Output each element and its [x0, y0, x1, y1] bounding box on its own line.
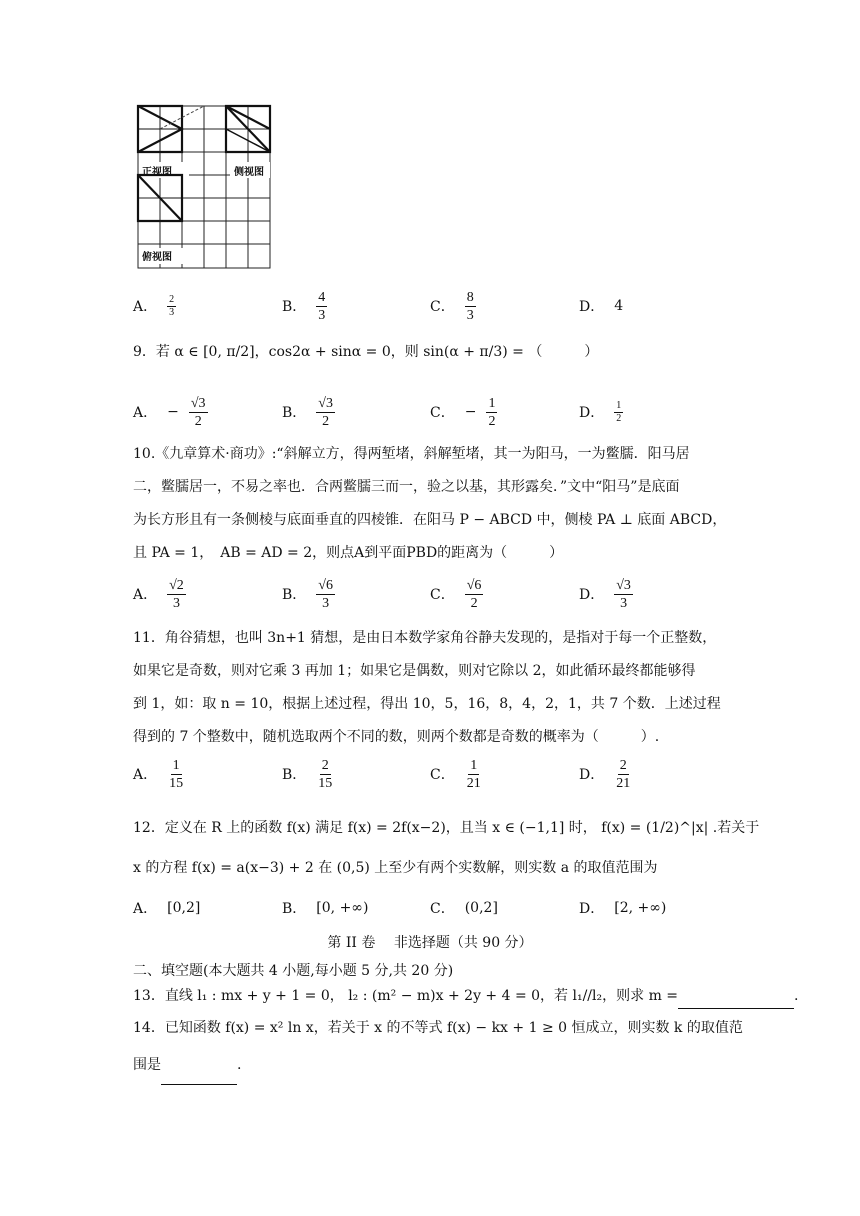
q11-option-d[interactable]: D． $\frac{2}{21}$: [579, 757, 631, 791]
q10-options: [133, 574, 753, 614]
fraction: $\frac{2}{3}$: [169, 293, 175, 318]
question-13: 13．直线 l₁ : mx + y + 1 = 0， l₂ : (m² − m)x + 2y + 4 = 0，若 l₁//l₂，则求 m = .: [133, 984, 798, 1009]
q12-option-c[interactable]: C． (0,2]: [430, 900, 498, 917]
q12-option-b[interactable]: B． [0, +∞): [282, 900, 369, 917]
three-view-figure: [134, 104, 274, 272]
fraction: $\frac{2}{15}$: [318, 757, 333, 791]
q10-option-d[interactable]: D． $\frac{√3}{3}$: [579, 577, 631, 611]
q9-option-c[interactable]: C． − $\frac{1}{2}$: [430, 395, 496, 429]
q11-option-a[interactable]: A． $\frac{1}{15}$: [133, 757, 184, 791]
q9-option-b[interactable]: B． $\frac{√3}{2}$: [282, 395, 333, 429]
answer-blank[interactable]: [678, 984, 794, 1009]
q10-option-c[interactable]: C． $\frac{√6}{2}$: [430, 577, 482, 611]
q11-option-b[interactable]: B． $\frac{2}{15}$: [282, 757, 333, 791]
question-10-line: 且 PA = 1， AB = AD = 2，则点A到平面PBD的距离为（ ）: [133, 545, 564, 561]
q11-options: [133, 754, 753, 794]
q12-options: [133, 890, 753, 926]
q11-option-c[interactable]: C． $\frac{1}{21}$: [430, 757, 481, 791]
question-12-line: x 的方程 f(x) = a(x−3) + 2 在 (0,5) 上至少有两个实数解，则实数 a 的取值范围为: [133, 860, 658, 876]
q8-option-a[interactable]: A． $\frac{2}{3}$: [133, 293, 175, 318]
question-10: [133, 438, 753, 570]
fraction: $\frac{1}{15}$: [169, 757, 184, 791]
fraction: $\frac{√3}{2}$: [318, 395, 333, 429]
question-11-line: 得到的 7 个整数中，随机选取两个不同的数，则两个数都是奇数的概率为（ ）.: [133, 729, 660, 745]
part-2-title: 第 II 卷 非选择题（共 90 分）: [327, 935, 533, 951]
fraction: $\frac{√3}{3}$: [616, 577, 631, 611]
side-view-label: 侧视图: [234, 167, 264, 178]
q8-option-d[interactable]: D． 4: [579, 298, 624, 315]
question-11: [133, 622, 753, 754]
question-10-line: 二，鳖臑居一，不易之率也．合两鳖臑三而一，验之以基，其形露矣．”文中“阳马”是底面: [133, 479, 680, 495]
question-11-line: 如果它是奇数，则对它乘 3 再加 1；如果它是偶数，则对它除以 2，如此循环最终都能够得: [133, 663, 696, 679]
answer-blank[interactable]: [161, 1047, 237, 1085]
question-14: 14．已知函数 f(x) = x² ln x，若关于 x 的不等式 f(x) − kx + 1 ≥ 0 恒成立，则实数 k 的取值范 围是 .: [133, 1010, 753, 1085]
fraction: $\frac{1}{2}$: [488, 395, 496, 429]
question-12-line: 12．定义在 R 上的函数 f(x) 满足 f(x) = 2f(x−2)，且当 x ∈ (−1,1] 时， f(x) = (1/2)^|x| .若关于: [133, 820, 760, 836]
three-view-diagram: [134, 104, 274, 272]
q9-option-d[interactable]: D． $\frac{1}{2}$: [579, 399, 622, 424]
q9-options: [133, 392, 753, 432]
question-10-line: 10.《九章算术·商功》:“斜解立方，得两堑堵，斜解堑堵，其一为阳马，一为鳖臑．阳马居: [133, 446, 690, 462]
fraction: $\frac{√6}{2}$: [466, 577, 482, 611]
question-10-line: 为长方形且有一条侧棱与底面垂直的四棱锥．在阳马 P − ABCD 中，侧棱 PA ⊥ 底面 ABCD，: [133, 512, 727, 528]
fraction: $\frac{4}{3}$: [318, 289, 326, 323]
fraction: $\frac{√6}{3}$: [318, 577, 333, 611]
q8-option-b[interactable]: B． $\frac{4}{3}$: [282, 289, 326, 323]
question-11-line: 到 1，如：取 n = 10，根据上述过程，得出 10，5，16，8，4，2，1，共 7 个数．上述过程: [133, 696, 721, 712]
top-view-label: 俯视图: [142, 252, 172, 263]
fraction: $\frac{8}{3}$: [466, 289, 474, 323]
q12-option-a[interactable]: A． [0,2]: [133, 900, 201, 917]
q8-option-c[interactable]: C． $\frac{8}{3}$: [430, 289, 474, 323]
question-9: 9．若 α ∈ [0, π/2]，cos2α + sinα = 0，则 sin(α + π/3) = （ ）: [133, 344, 599, 360]
section-2-heading: 二、填空题(本大题共 4 小题,每小题 5 分,共 20 分): [133, 963, 454, 979]
fraction: $\frac{1}{2}$: [616, 399, 622, 424]
fraction: $\frac{1}{21}$: [466, 757, 481, 791]
q8-options: [133, 286, 753, 326]
q10-option-a[interactable]: A． $\frac{√2}{3}$: [133, 577, 184, 611]
q12-option-d[interactable]: D． [2, +∞): [579, 900, 667, 917]
question-11-line: 11．角谷猜想，也叫 3n+1 猜想，是由日本数学家角谷静夫发现的，是指对于每一个正整数，: [133, 630, 717, 646]
q9-option-a[interactable]: A． − $\frac{√3}{2}$: [133, 395, 206, 429]
fraction: $\frac{√3}{2}$: [190, 395, 206, 429]
fraction: $\frac{2}{21}$: [616, 757, 631, 791]
question-12: [133, 810, 773, 890]
front-view-label: 正视图: [142, 167, 172, 178]
q10-option-b[interactable]: B． $\frac{√6}{3}$: [282, 577, 333, 611]
fraction: $\frac{√2}{3}$: [169, 577, 184, 611]
